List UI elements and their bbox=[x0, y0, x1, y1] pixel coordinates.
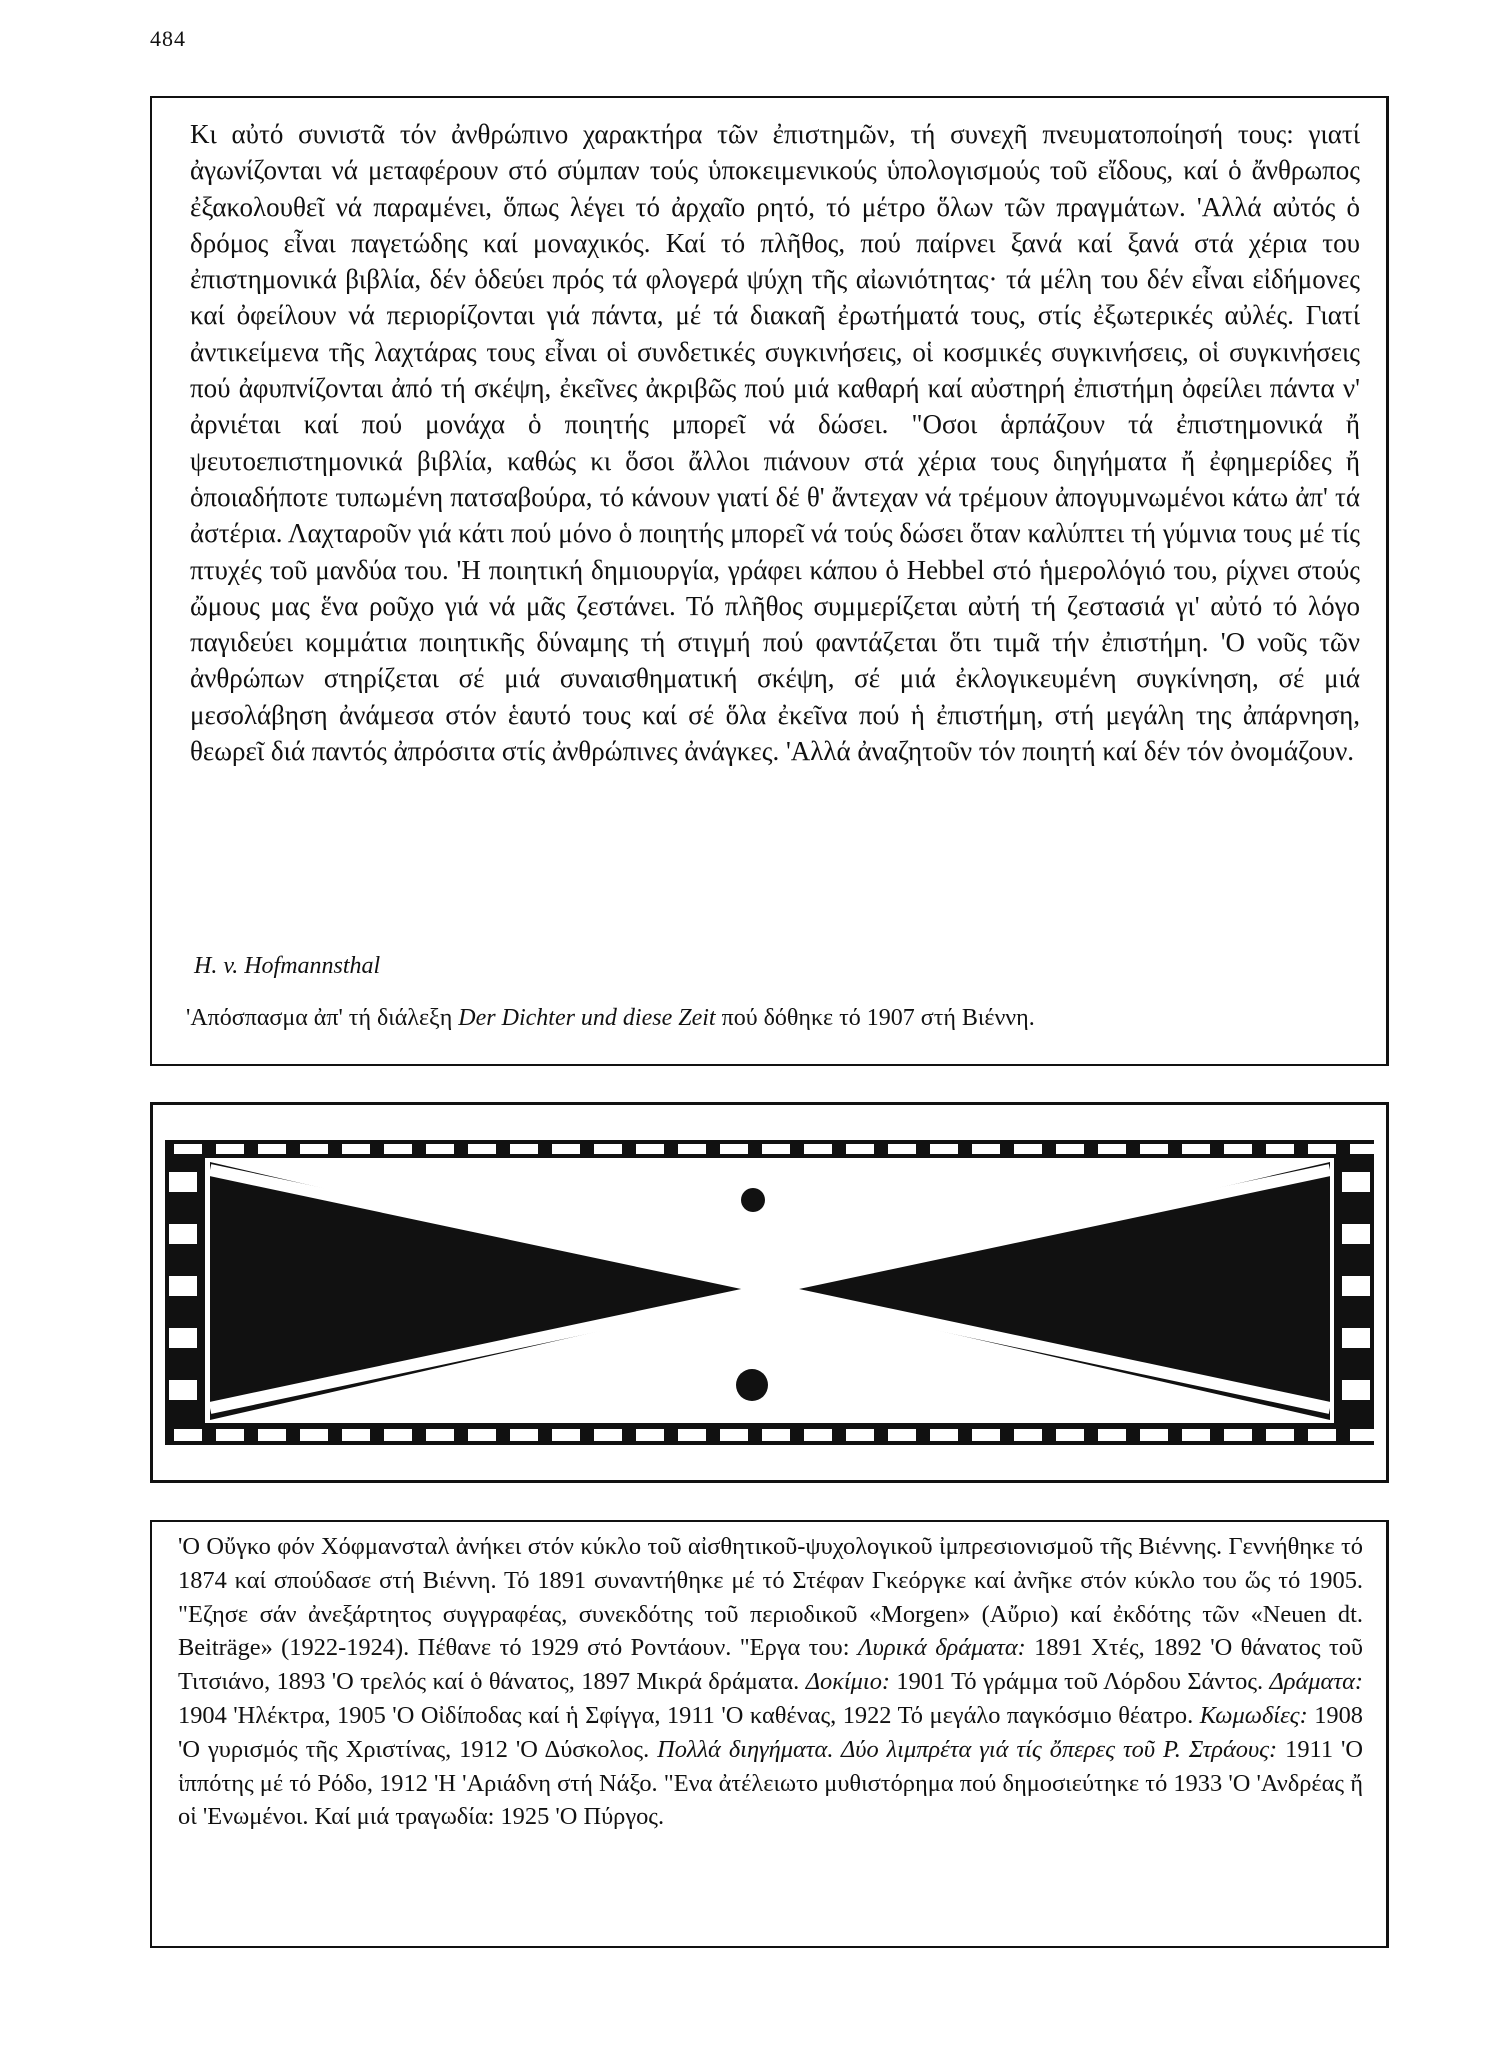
sprocket-hole bbox=[1098, 1144, 1126, 1154]
sprocket-hole bbox=[1342, 1276, 1370, 1296]
sprocket-hole bbox=[426, 1429, 454, 1441]
quote-author: H. v. Hofmannsthal bbox=[194, 953, 381, 979]
sprocket-hole bbox=[678, 1144, 706, 1154]
sprocket-hole bbox=[169, 1172, 197, 1192]
biography-box bbox=[150, 1520, 1389, 1948]
sprocket-hole bbox=[300, 1144, 328, 1154]
sprocket-hole bbox=[169, 1328, 197, 1348]
sprocket-hole bbox=[552, 1144, 580, 1154]
sprocket-hole bbox=[174, 1144, 202, 1154]
sprocket-hole bbox=[510, 1429, 538, 1441]
sprocket-hole bbox=[1140, 1429, 1168, 1441]
sprocket-hole bbox=[1342, 1328, 1370, 1348]
sprocket-hole bbox=[384, 1144, 412, 1154]
sprocket-hole bbox=[468, 1429, 496, 1441]
sprocket-hole bbox=[510, 1144, 538, 1154]
sprocket-hole bbox=[426, 1144, 454, 1154]
sprocket-hole bbox=[888, 1144, 916, 1154]
biography-segment: 1911 'Ο ἱππότης μέ τό Ρόδο, 1912 'Η 'Αριάδνη στή Νάξο. "Ενα ἀτέλειωτο μυθιστόρημα πού δημοσιεύτηκε τό 1933 'Ο 'Ανδρέας ἤ οἱ 'Ενωμένοι. Καί μιά τραγωδία: 1925 'Ο Πύργος. bbox=[178, 1735, 1363, 1831]
sprocket-hole bbox=[384, 1429, 412, 1441]
sprocket-hole bbox=[1224, 1429, 1252, 1441]
sprocket-hole bbox=[1350, 1429, 1378, 1441]
emblem-graphic bbox=[150, 1102, 1389, 1483]
sprocket-hole bbox=[636, 1429, 664, 1441]
sprocket-hole bbox=[1056, 1144, 1084, 1154]
biography-segment: 1904 'Ηλέκτρα, 1905 'Ο Οἰδίποδας καί ἡ Σφίγγα, 1911 'Ο καθένας, 1922 Τό μεγάλο παγκόσμιο θέατρο. bbox=[178, 1701, 1200, 1729]
sprocket-hole bbox=[594, 1429, 622, 1441]
page-number: 484 bbox=[150, 26, 186, 51]
sprocket-hole bbox=[1266, 1144, 1294, 1154]
sprocket-hole bbox=[1266, 1429, 1294, 1441]
sprocket-hole bbox=[972, 1429, 1000, 1441]
sprocket-hole bbox=[216, 1429, 244, 1441]
quote-text: Κι αὐτό συνιστᾶ τόν ἀνθρώπινο χαρακτήρα τῶν ἐπιστημῶν, τή συνεχῆ πνευματοποίησή τους: γιατί ἀγωνίζονται νά μεταφέρουν στό σύμπαν τούς ὑποκειμενικούς ὑπολογισμούς τοῦ εἴδους, καί ὁ ἄνθρωπος ἐξακολουθεῖ νά παραμένει, ὅπως λέγει τό ἀρχαῖο ρητό, τό μέτρο ὅλων τῶν πραγμάτων. 'Αλλά αὐτός ὁ δρόμος εἶναι παγετώδης καί μοναχικός. Καί τό πλῆθος, πού παίρνει ξανά καί ξανά στά χέρια του ἐπιστημονικά βιβλία, δέν ὁδεύει πρός τά φλογερά ψύχη τῆς αἰωνιότητας· τά μέλη του δέν εἶναι εἰδήμονες καί ὀφείλουν νά περιορίζονται γιά πάντα, μέ τά διακαῆ ἐρωτήματά τους, στίς ἐξωτερικές αὐλές. Γιατί ἀντικείμενα τῆς λαχτάρας τους εἶναι οἱ συνδετικές συγκινήσεις, οἱ κοσμικές συγκινήσεις, οἱ συγκινήσεις πού ἀφυπνίζονται ἀπό τή σκέψη, ἐκεῖνες ἀκριβῶς πού μιά καθαρή καί αὐστηρή ἐπιστήμη ὀφείλει πάντα ν' ἀρνιέται καί πού μονάχα ὁ ποιητής μπορεῖ νά δώσει. "Οσοι ἁρπάζουν τά ἐπιστημονικά ἤ ψευτοεπιστημονικά βιβλία, καθώς κι ὅσοι ἄλλοι πιάνουν στά χέρια τους διηγήματα ἤ ἐφημερίδες ἤ ὁποιαδήποτε τυπωμένη πατσαβούρα, τό κάνουν γιατί δέ θ' ἄντεχαν νά τρέμουν ἀπογυμνωμένοι κάτω ἀπ' τά ἀστέρια. Λαχταροῦν γιά κάτι πού μόνο ὁ ποιητής μπορεῖ νά τούς δώσει ὅταν καλύπτει τή γύμνια τους μέ τίς πτυχές τοῦ μανδύα του. 'Η ποιητική δημιουργία, γράφει κάπου ὁ Hebbel στό ἡμερολόγιό του, ρίχνει στούς ὤμους μας ἕνα ροῦχο γιά νά μᾶς ζεστάνει. Τό πλῆθος συμμερίζεται αὐτή τή ζεστασιά γι' αὐτό τό λόγο παγιδεύει κομμάτια ποιητικῆς δύναμης τή στιγμή πού φαντάζεται ὅτι τιμᾶ τήν ἐπιστήμη. 'Ο νοῦς τῶν ἀνθρώπων στηρίζεται σέ μιά συναισθηματική σκέψη, σέ μιά ἐκλογικευμένη συγκίνηση, σέ μιά μεσολάβηση ἀνάμεσα στόν ἑαυτό τους καί σέ ὅλα ἐκεῖνα πού ἡ ἐπιστήμη, στή μεγάλη της ἀπάρνηση, θεωρεῖ διά παντός ἀπρόσιτα στίς ἀνθρώπινες ἀνάγκες. 'Αλλά ἀναζητοῦν τόν ποιητή καί δέν τόν ὀνομάζουν. bbox=[190, 119, 1360, 767]
sprocket-hole bbox=[1014, 1144, 1042, 1154]
biography-segment: 1908 'Ο γυρισμός τῆς Χριστίνας, 1912 'Ο Δύσκολος. bbox=[178, 1701, 1363, 1763]
sprocket-hole bbox=[1342, 1380, 1370, 1400]
sprocket-hole bbox=[1140, 1144, 1168, 1154]
biography-segment: 1891 Χτές, 1892 'Ο θάνατος τοῦ Τιτσιάνο, 1893 'Ο τρελός καί ὁ θάνατος, 1897 Μικρά δράματα. bbox=[178, 1634, 1363, 1696]
biography-segment: 1901 Τό γράμμα τοῦ Λόρδου Σάντος. bbox=[890, 1668, 1270, 1696]
biography-heading: Δοκίμιο: bbox=[805, 1668, 891, 1696]
sprocket-hole bbox=[468, 1144, 496, 1154]
sprocket-hole bbox=[804, 1429, 832, 1441]
sprocket-hole bbox=[888, 1429, 916, 1441]
sprocket-hole bbox=[1308, 1144, 1336, 1154]
sprocket-hole bbox=[300, 1429, 328, 1441]
biography-heading: Πολλά διηγήματα. Δύο λιμπρέτα γιά τίς ὄπερες τοῦ Ρ. Στράους: bbox=[657, 1735, 1278, 1763]
sprocket-hole bbox=[552, 1429, 580, 1441]
sprocket-hole bbox=[1014, 1429, 1042, 1441]
sprocket-hole bbox=[804, 1144, 832, 1154]
sprocket-hole bbox=[1182, 1429, 1210, 1441]
sprocket-hole bbox=[678, 1429, 706, 1441]
quote-box bbox=[150, 96, 1389, 1066]
sprocket-hole bbox=[258, 1429, 286, 1441]
sprocket-hole bbox=[930, 1144, 958, 1154]
biography-heading: Κωμωδίες: bbox=[1199, 1701, 1308, 1729]
sprocket-hole bbox=[174, 1429, 202, 1441]
quote-source-prefix: 'Απόσπασμα ἀπ' τή διάλεξη bbox=[186, 1005, 459, 1031]
sprocket-hole bbox=[216, 1144, 244, 1154]
bottom-dot bbox=[736, 1369, 768, 1401]
sprocket-hole bbox=[594, 1144, 622, 1154]
decorative-emblem bbox=[150, 1102, 1389, 1483]
sprocket-hole bbox=[169, 1224, 197, 1244]
sprocket-hole bbox=[972, 1144, 1000, 1154]
sprocket-hole bbox=[762, 1144, 790, 1154]
sprocket-hole bbox=[1098, 1429, 1126, 1441]
biography-segment: 'Ο Οὔγκο φόν Χόφμανσταλ ἀνήκει στόν κύκλο τοῦ αἰσθητικοῦ-ψυχολογικοῦ ἰμπρεσιονισμοῦ τῆς Βιέννης. Γεννήθηκε τό 1874 καί σπούδασε στή Βιέννη. Τό 1891 συναντήθηκε μέ τό Στέφαν Γκεόργκε καί ἀνῆκε στόν κύκλο του ὥς τό 1905. "Εζησε σάν ἀνεξάρτητος συγγραφέας, συνεκδότης τοῦ περιοδικοῦ «Morgen» (Αὔριο) καί ἐκδότης τῶν «Neuen dt. Beiträge» (1922-1924). Πέθανε τό 1929 στό Ροντάουν. "Εργα του: bbox=[178, 1533, 1363, 1662]
biography-text bbox=[178, 1530, 1363, 1834]
sprocket-hole bbox=[258, 1144, 286, 1154]
sprocket-hole bbox=[342, 1429, 370, 1441]
sprocket-hole bbox=[1182, 1144, 1210, 1154]
quote-source-suffix: πού δόθηκε τό 1907 στή Βιέννη. bbox=[715, 1005, 1035, 1031]
sprocket-hole bbox=[846, 1144, 874, 1154]
top-dot bbox=[741, 1188, 765, 1212]
sprocket-hole bbox=[720, 1429, 748, 1441]
sprocket-hole bbox=[762, 1429, 790, 1441]
sprocket-hole bbox=[1350, 1144, 1378, 1154]
sprocket-hole bbox=[1342, 1224, 1370, 1244]
quote-source-title: Der Dichter und diese Zeit bbox=[458, 1005, 716, 1031]
sprocket-hole bbox=[342, 1144, 370, 1154]
sprocket-hole bbox=[169, 1276, 197, 1296]
sprocket-hole bbox=[930, 1429, 958, 1441]
sprocket-hole bbox=[1056, 1429, 1084, 1441]
quote-source bbox=[186, 1005, 1035, 1032]
sprocket-hole bbox=[1342, 1172, 1370, 1192]
sprocket-hole bbox=[720, 1144, 748, 1154]
biography-heading: Δράματα: bbox=[1269, 1668, 1364, 1696]
sprocket-hole bbox=[1308, 1429, 1336, 1441]
sprocket-hole bbox=[169, 1380, 197, 1400]
sprocket-hole bbox=[846, 1429, 874, 1441]
sprocket-hole bbox=[636, 1144, 664, 1154]
biography-heading: Λυρικά δράματα: bbox=[857, 1634, 1026, 1662]
sprocket-hole bbox=[1224, 1144, 1252, 1154]
